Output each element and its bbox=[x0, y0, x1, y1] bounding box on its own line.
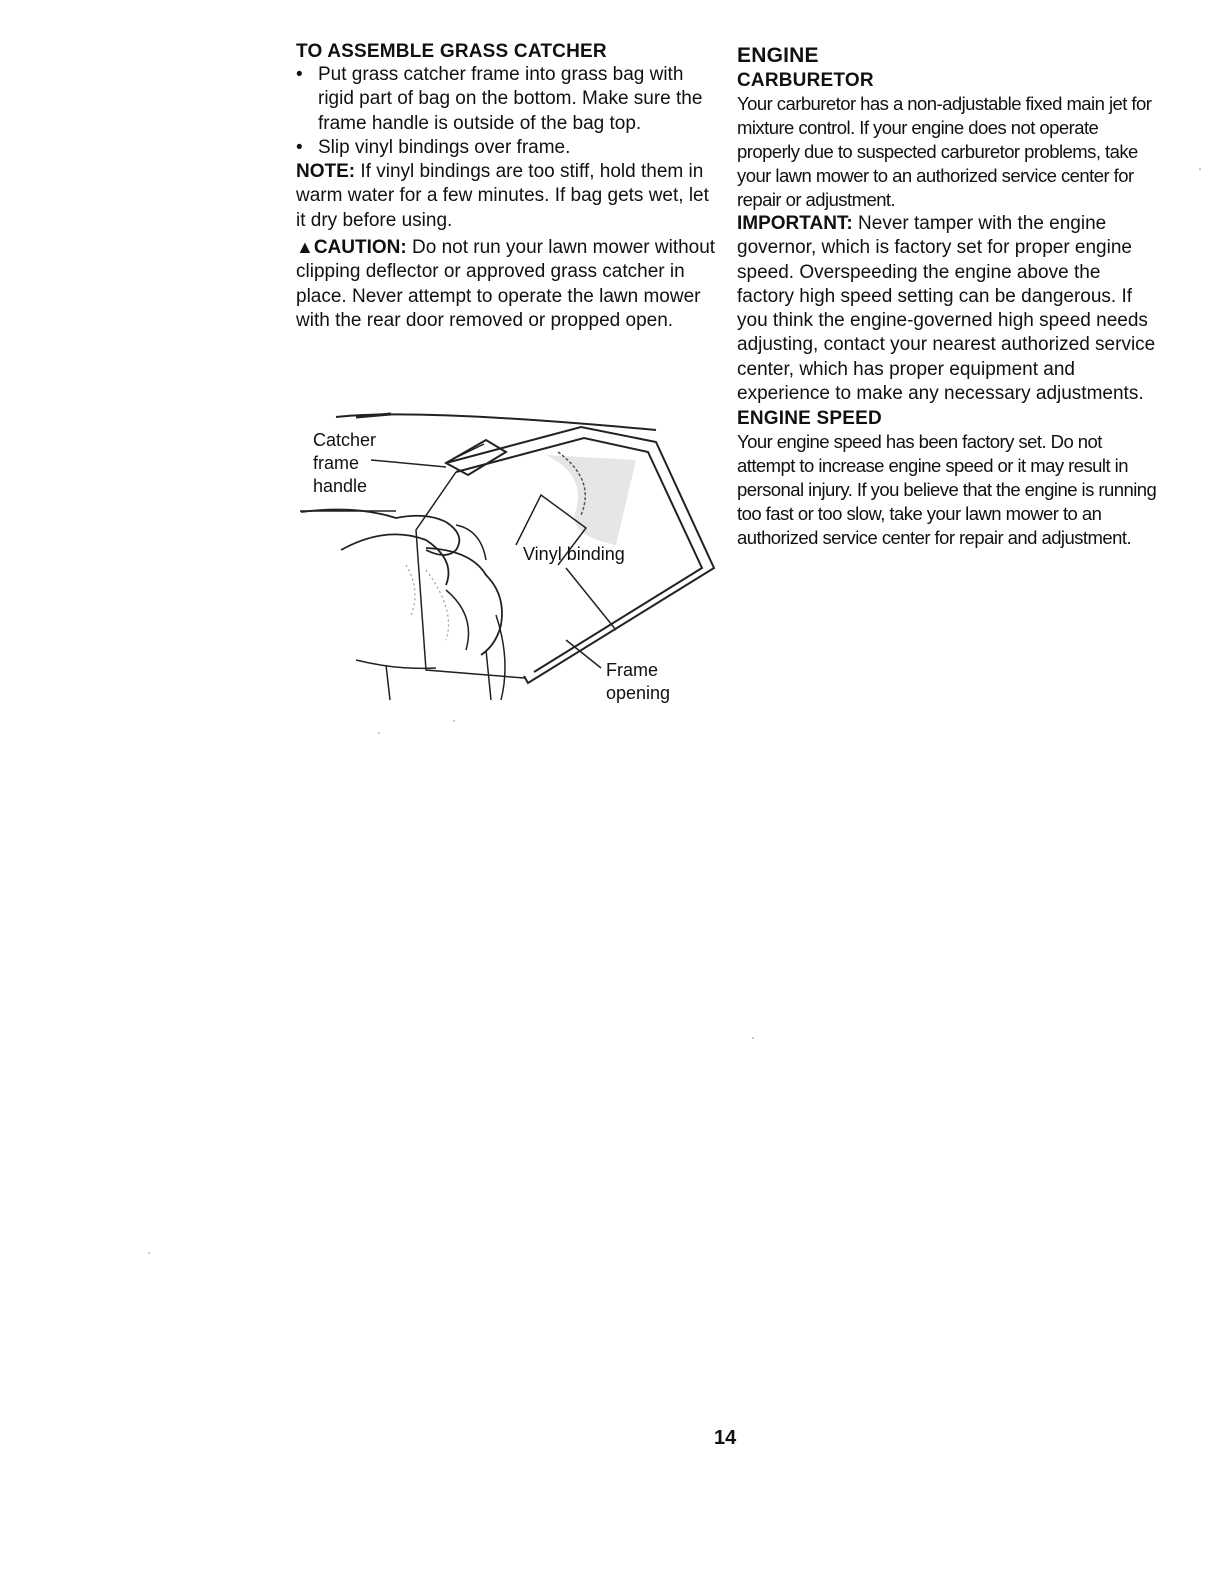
right-column bbox=[737, 44, 1157, 550]
bullet-text: Put grass catcher frame into grass bag with rigid part of bag on the bottom. Make sure the frame handle is outside of the bag top. bbox=[318, 64, 703, 134]
scan-speck bbox=[453, 720, 455, 722]
label-frame-opening bbox=[606, 659, 670, 705]
label-line: Frame bbox=[606, 660, 659, 680]
bullet-icon: • bbox=[296, 64, 303, 85]
bullet-icon: • bbox=[296, 136, 303, 158]
label-line: frame bbox=[313, 453, 360, 473]
note-paragraph bbox=[296, 160, 721, 233]
caution-text: Do not run your lawn mower without clipping deflector or approved grass catcher in place. Never attempt to operate the lawn mower with the rear door removed or propped open. bbox=[296, 237, 716, 331]
engine-speed-heading: ENGINE SPEED bbox=[737, 408, 882, 430]
label-line: handle bbox=[313, 476, 368, 496]
label-line: opening bbox=[606, 683, 671, 703]
left-column bbox=[296, 40, 721, 333]
important-text: Never tamper with the engine governor, which is factory set for proper engine speed. Overspeeding the engine above the factory high speed setting can be dangerous. If you think the engine-governed high speed needs adjusting, contact your nearest authorized service center, which has proper equipment and experience to make any necessary adjustments. bbox=[737, 213, 1156, 405]
caution-label: CAUTION: bbox=[313, 237, 407, 259]
important-paragraph bbox=[737, 212, 1157, 406]
list-item bbox=[296, 63, 721, 136]
scan-speck bbox=[148, 1252, 150, 1254]
list-item bbox=[296, 136, 721, 160]
scan-speck bbox=[378, 732, 380, 734]
carburetor-text: Your carburetor has a non-adjustable fixed main jet for mixture control. If your engine does not operate properly due to suspected carburetor problems, take your lawn mower to an authorized service center for repair or adjustment. bbox=[737, 93, 1152, 210]
note-label: NOTE: bbox=[296, 161, 356, 183]
page-number: 14 bbox=[714, 1427, 737, 1449]
note-text: If vinyl bindings are too stiff, hold them in warm water for a few minutes. If bag gets wet, let it dry before using. bbox=[296, 161, 709, 231]
carburetor-heading: CARBURETOR bbox=[737, 70, 874, 91]
important-label: IMPORTANT: bbox=[737, 213, 853, 234]
scan-speck bbox=[1199, 168, 1201, 170]
label-line: Catcher bbox=[313, 430, 377, 450]
assemble-heading: TO ASSEMBLE GRASS CATCHER bbox=[296, 41, 607, 62]
label-vinyl-binding: Vinyl binding bbox=[523, 544, 625, 564]
engine-speed-text: Your engine speed has been factory set. Do not attempt to increase engine speed or it may result in personal injury. If you believe that the engine is running too fast or too slow, take your lawn mower to an authorized service center for repair and adjustment. bbox=[737, 431, 1157, 549]
scan-speck bbox=[752, 1037, 754, 1039]
grass-catcher-illustration bbox=[296, 400, 726, 710]
caution-paragraph bbox=[296, 235, 721, 333]
engine-section-title: ENGINE bbox=[737, 44, 819, 67]
bullet-text: Slip vinyl bindings over frame. bbox=[318, 136, 571, 158]
warning-triangle-icon: ▲ bbox=[296, 237, 314, 258]
label-catcher-frame-handle bbox=[313, 429, 376, 498]
